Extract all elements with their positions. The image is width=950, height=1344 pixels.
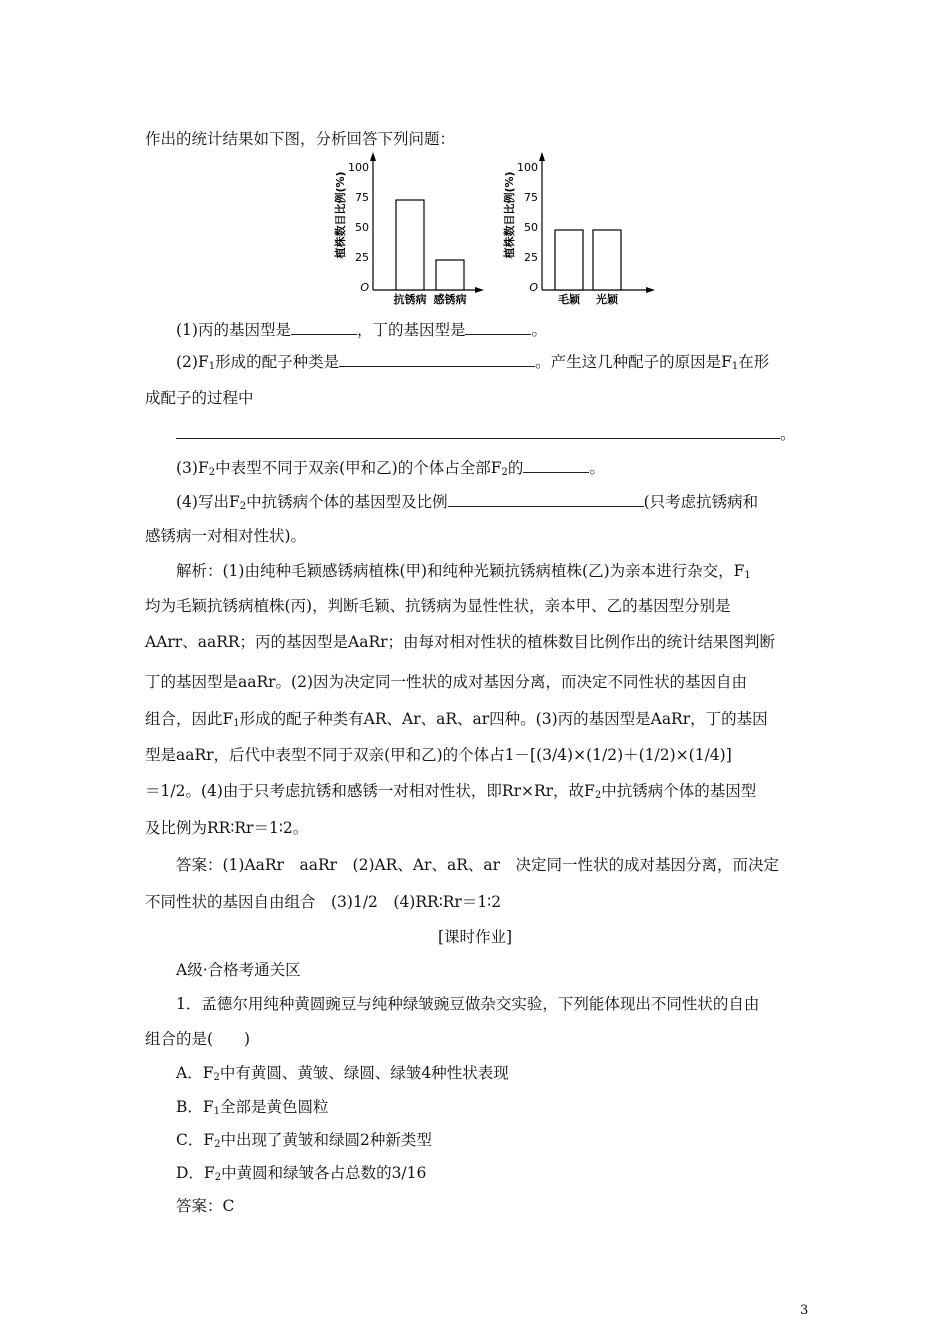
answer-line: 不同性状的基因自由组合 (3)1/2 (4)RR∶Rr＝1∶2: [145, 893, 502, 911]
y-axis-label: 植株数目比例(%): [503, 171, 516, 259]
section-title: [课时作业]: [437, 928, 513, 946]
y-tick: 75: [524, 191, 538, 204]
answer-line: 答案：(1)AaRr aaRr (2)AR、Ar、aR、ar 决定同一性状的成对基因分离，而决定: [176, 856, 780, 874]
y-tick: 25: [355, 251, 369, 264]
origin-label: O: [360, 281, 369, 294]
page-number: 3: [800, 1303, 809, 1318]
origin-label: O: [529, 281, 538, 294]
category-label: 光颖: [596, 293, 618, 305]
question-2-cont: 成配子的过程中: [145, 389, 254, 407]
y-axis-label: 植株数目比例(%): [334, 171, 347, 259]
answer-blank[interactable]: [339, 352, 535, 367]
analysis-line: AArr、aaRR；丙的基因型是AaRr；由每对相对性状的植株数目比例作出的统计结果图判断: [145, 633, 776, 651]
bar-resistant: [396, 200, 424, 290]
category-label: 毛颖: [558, 293, 580, 305]
bar-susceptible: [436, 260, 464, 290]
bar-smooth: [593, 230, 621, 290]
bar-chart-rust: [328, 150, 488, 305]
analysis-line: ＝1/2。(4)由于只考虑抗锈和感锈一对相对性状，即Rr×Rr，故$F_2$中抗锈病个体的基因型: [145, 782, 757, 801]
answer-blank[interactable]: [448, 492, 644, 507]
category-label: 抗锈病: [393, 293, 427, 305]
y-tick: 50: [355, 221, 369, 234]
x-axis-arrow: [646, 287, 655, 293]
question-4-cont: 感锈病一对相对性状)。: [145, 527, 307, 545]
answer-blank[interactable]: [291, 320, 357, 335]
answer-blank[interactable]: [465, 320, 531, 335]
question-2-blank-line: 。: [176, 424, 846, 444]
question-2: $(2)F_1$形成的配子种类是 。产生这几种配子的原因是$F_1$在形: [176, 353, 770, 372]
analysis-line: 解析：(1)由纯种毛颖感锈病植株(甲)和纯种光颖抗锈病植株(乙)为亲本进行杂交，$F_1$: [176, 562, 751, 581]
mcq-option-a: A．$F_2$中有黄圆、黄皱、绿圆、绿皱4种性状表现: [176, 1064, 509, 1083]
mcq-stem: 1．孟德尔用纯种黄圆豌豆与纯种绿皱豌豆做杂交实验，下列能体现出不同性状的自由: [176, 995, 760, 1013]
analysis-line: 型是aaRr，后代中表型不同于双亲(甲和乙)的个体占1－[(3/4)×(1/2)＋(1/2)×(1/4)]: [145, 746, 732, 764]
question-1: (1)丙的基因型是 ，丁的基因型是 。: [176, 321, 547, 339]
bar-chart-glume: [497, 150, 662, 305]
y-ticks: [517, 161, 538, 294]
y-tick: 75: [355, 191, 369, 204]
y-tick: 50: [524, 221, 538, 234]
analysis-line: 及比例为RR∶Rr＝1∶2。: [145, 819, 309, 837]
x-axis-arrow: [475, 287, 484, 293]
question-4: (4)写出$F_2$中抗锈病个体的基因型及比例 (只考虑抗锈病和: [176, 493, 759, 512]
y-tick: 100: [348, 161, 369, 174]
y-tick: 25: [524, 251, 538, 264]
mcq-option-d: D．$F_2$中黄圆和绿皱各占总数的3/16: [176, 1164, 427, 1183]
mcq-option-b: B．$F_1$全部是黄色圆粒: [176, 1098, 329, 1117]
y-axis-arrow: [539, 152, 545, 161]
bar-hairy: [555, 230, 583, 290]
y-tick: 100: [517, 161, 538, 174]
answer-blank[interactable]: [523, 458, 589, 473]
category-label: 感锈病: [433, 293, 467, 305]
intro-text: 作出的统计结果如下图，分析回答下列问题：: [145, 130, 456, 148]
mcq-option-c: C．$F_2$中出现了黄皱和绿圆2种新类型: [176, 1131, 432, 1150]
mcq-answer: 答案：C: [176, 1197, 235, 1215]
question-3: $(3)F_2$中表型不同于双亲(甲和乙)的个体占全部$F_2$的 。: [176, 459, 605, 478]
y-axis-arrow: [370, 152, 376, 161]
analysis-line: 均为毛颖抗锈病植株(丙)，判断毛颖、抗锈病为显性性状，亲本甲、乙的基因型分别是: [145, 597, 731, 615]
answer-blank[interactable]: [176, 424, 780, 439]
mcq-stem: 组合的是( ): [145, 1030, 251, 1048]
level-heading: A级·合格考通关区: [176, 961, 301, 979]
y-ticks: [348, 161, 369, 294]
analysis-line: 丁的基因型是aaRr。(2)因为决定同一性状的成对基因分离，而决定不同性状的基因自由: [145, 673, 748, 691]
analysis-line: 组合，因此$F_1$形成的配子种类有AR、Ar、aR、ar四种。(3)丙的基因型是AaRr，丁的基因: [145, 710, 768, 729]
